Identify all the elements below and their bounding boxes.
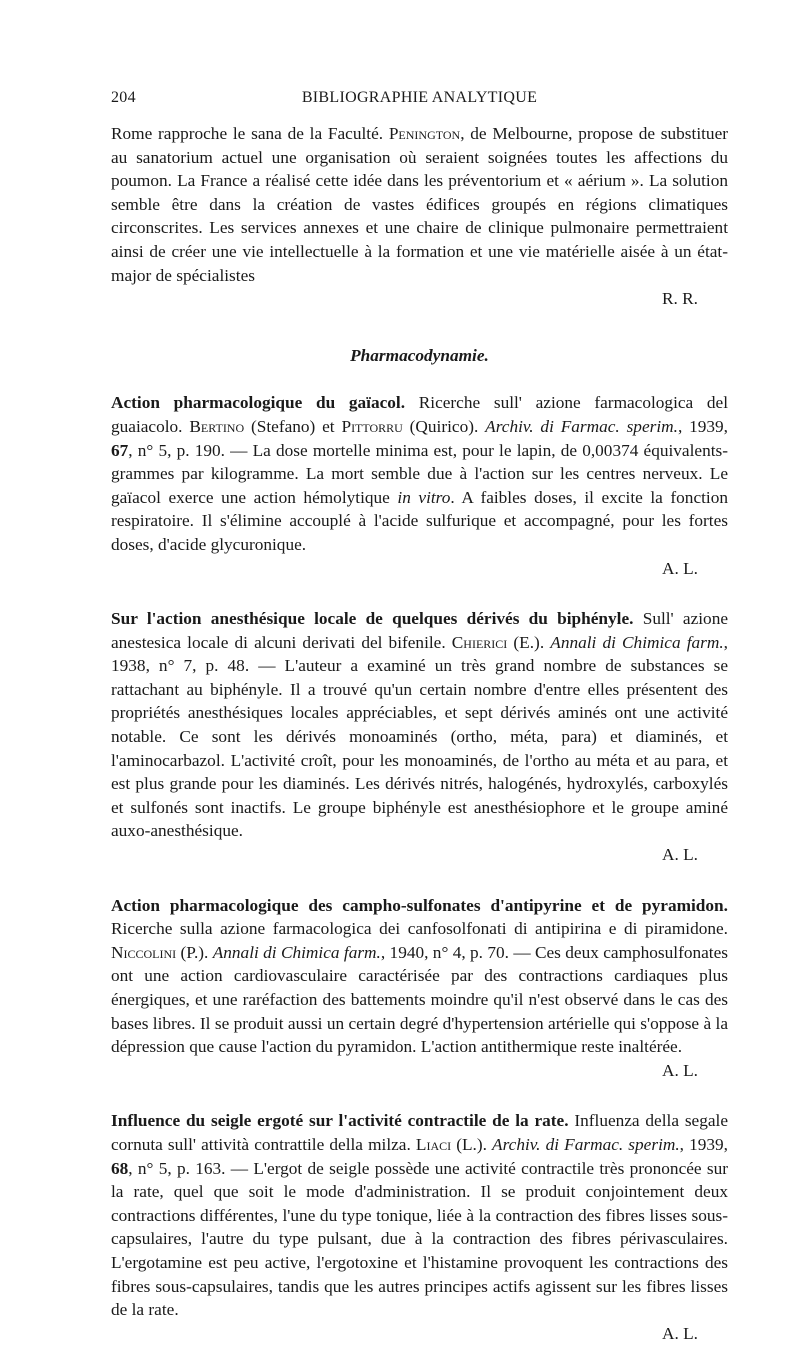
entry-title: Action pharmacologique du gaïacol.	[111, 393, 406, 413]
author-name: Pittorru	[341, 416, 403, 436]
entry-biphenyle: Sur l'action anesthésique locale de quelques dérivés du biphényle. Sull' azione anestesica locale di alcuni derivati del bifenile. Chierici (E.). Annali di Chimica farm., 1938, n° 7, p. 48. — L'auteur a examiné un très grand nombre de substances se rattachant au biphényle. Il a trouvé qu'un certain nombre d'entre elles présentent des propriétés anesthésiques locales appréciables, et sept dérivés aminés ont une activité notable. Ce sont les dérivés monoaminés (ortho, méta, para) et diaminés, et l'aminocarbazol. L'activité croît, pour les monoaminés, de l'ortho au méta et au para, et est plus grande pour les diaminés. Les dérivés nitrés, halogénés, hydroxylés, carboxylés et sulfonés sont inactifs. Le groupe biphényle est anesthésiophore et le groupe aminé auxo-anesthésique. A. L.	[111, 607, 728, 867]
entry-title: Sur l'action anesthésique locale de quelques dérivés du biphényle.	[111, 609, 634, 629]
author-name: Liaci	[415, 1134, 452, 1154]
journal-name: Annali di Chimica farm.	[212, 942, 381, 962]
entry-gaiacol: Action pharmacologique du gaïacol. Ricerche sull' azione farmacologica del guaiacolo. Bertino (Stefano) et Pittorru (Quirico). Archiv. di Farmac. sperim., 1939, 67, n° 5, p. 190. — La dose mortelle minima est, pour le lapin, de 0,00374 équivalents-grammes par kilogramme. La mort semble due à l'action sur les centres nerveux. Le gaïacol exerce une action hémolytique in vitro. A faibles doses, il excite la fonction respiratoire. Il s'élimine accouplé à l'acide sulfurique et accompagné, pour les fortes doses, d'acide glycuronique. A. L.	[111, 391, 728, 580]
running-header	[111, 86, 728, 110]
intro-paragraph: Rome rapproche le sana de la Faculté. Penington, de Melbourne, propose de substituer au sanatorium actuel une organisation où seraient soignées toutes les affections du poumon. La France a réalisé cette idée dans les préventorium et « aérium ». La solution semble être dans la création de vastes édifices groupés en régions climatiques circonscrites. Les services annexes et une chaire de clinique pulmonaire permettraient ainsi de créer une vie intellectuelle à la formation et une vie matérielle aisée à un état-major de spécialistes R. R.	[111, 122, 728, 311]
entry-title: Action pharmacologique des campho-sulfonates d'antipyrine et de pyramidon.	[111, 895, 728, 915]
journal-name: Annali di Chimica farm.	[550, 632, 724, 652]
volume-number: 67	[111, 440, 129, 460]
signature: R. R.	[661, 289, 698, 309]
author-name: Chierici	[451, 632, 508, 652]
author-name: Niccolini	[111, 942, 177, 962]
signature: A. L.	[662, 1060, 698, 1080]
section-title: Pharmacodynamie.	[350, 345, 489, 365]
entry-camphosulfonates: Action pharmacologique des campho-sulfonates d'antipyrine et de pyramidon. Ricerche sulla azione farmacologica dei canfosolfonati di antipirina e di piramidone. Niccolini (P.). Annali di Chimica farm., 1940, n° 4, p. 70. — Ces deux camphosulfonates ont une action cardiovasculaire caractérisée par des contractions cardiaques plus énergiques, et une raréfaction des battements moindre qu'il n'est observé dans le cas des bases libres. Il se produit aussi un certain degré d'hypertension artérielle qui s'oppose à la dépression que cause l'action du pyramidon. L'action antithermique reste inaltérée. A. L.	[111, 894, 728, 1083]
journal-name: Archiv. di Farmac. sperim.	[492, 1134, 680, 1154]
author-name: Penington	[388, 124, 461, 143]
signature: A. L.	[662, 1323, 698, 1343]
journal-name: Archiv. di Farmac. sperim.	[485, 416, 678, 436]
signature: A. L.	[662, 845, 698, 865]
entry-seigle-ergote: Influence du seigle ergoté sur l'activité contractile de la rate. Influenza della segale cornuta sull' attività contrattile della milza. Liaci (L.). Archiv. di Farmac. sperim., 1939, 68, n° 5, p. 163. — L'ergot de seigle possède une activité contractile très prononcée sur la rate, quel que soit le mode d'administration. Il se produit conjointement deux contractions différentes, l'une du type tonique, liée à la contraction des fibres lisses sous-capsulaires, l'autre du type pulsant, due à la contraction des fibres périvasculaires. L'ergotamine est peu active, l'ergotoxine et l'histamine provoquent les contractions des fibres sous-capsulaires, tandis que les autres principes actifs agissent sur les fibres lisses de la rate. A. L.	[111, 1109, 728, 1345]
italic-term: in vitro	[397, 487, 451, 507]
volume-number: 68	[111, 1158, 129, 1178]
page-number: 204	[111, 89, 136, 106]
header-title: BIBLIOGRAPHIE ANALYTIQUE	[301, 89, 538, 106]
entry-title: Influence du seigle ergoté sur l'activité contractile de la rate.	[111, 1111, 569, 1131]
signature: A. L.	[662, 558, 698, 578]
author-name: Bertino	[189, 416, 245, 436]
